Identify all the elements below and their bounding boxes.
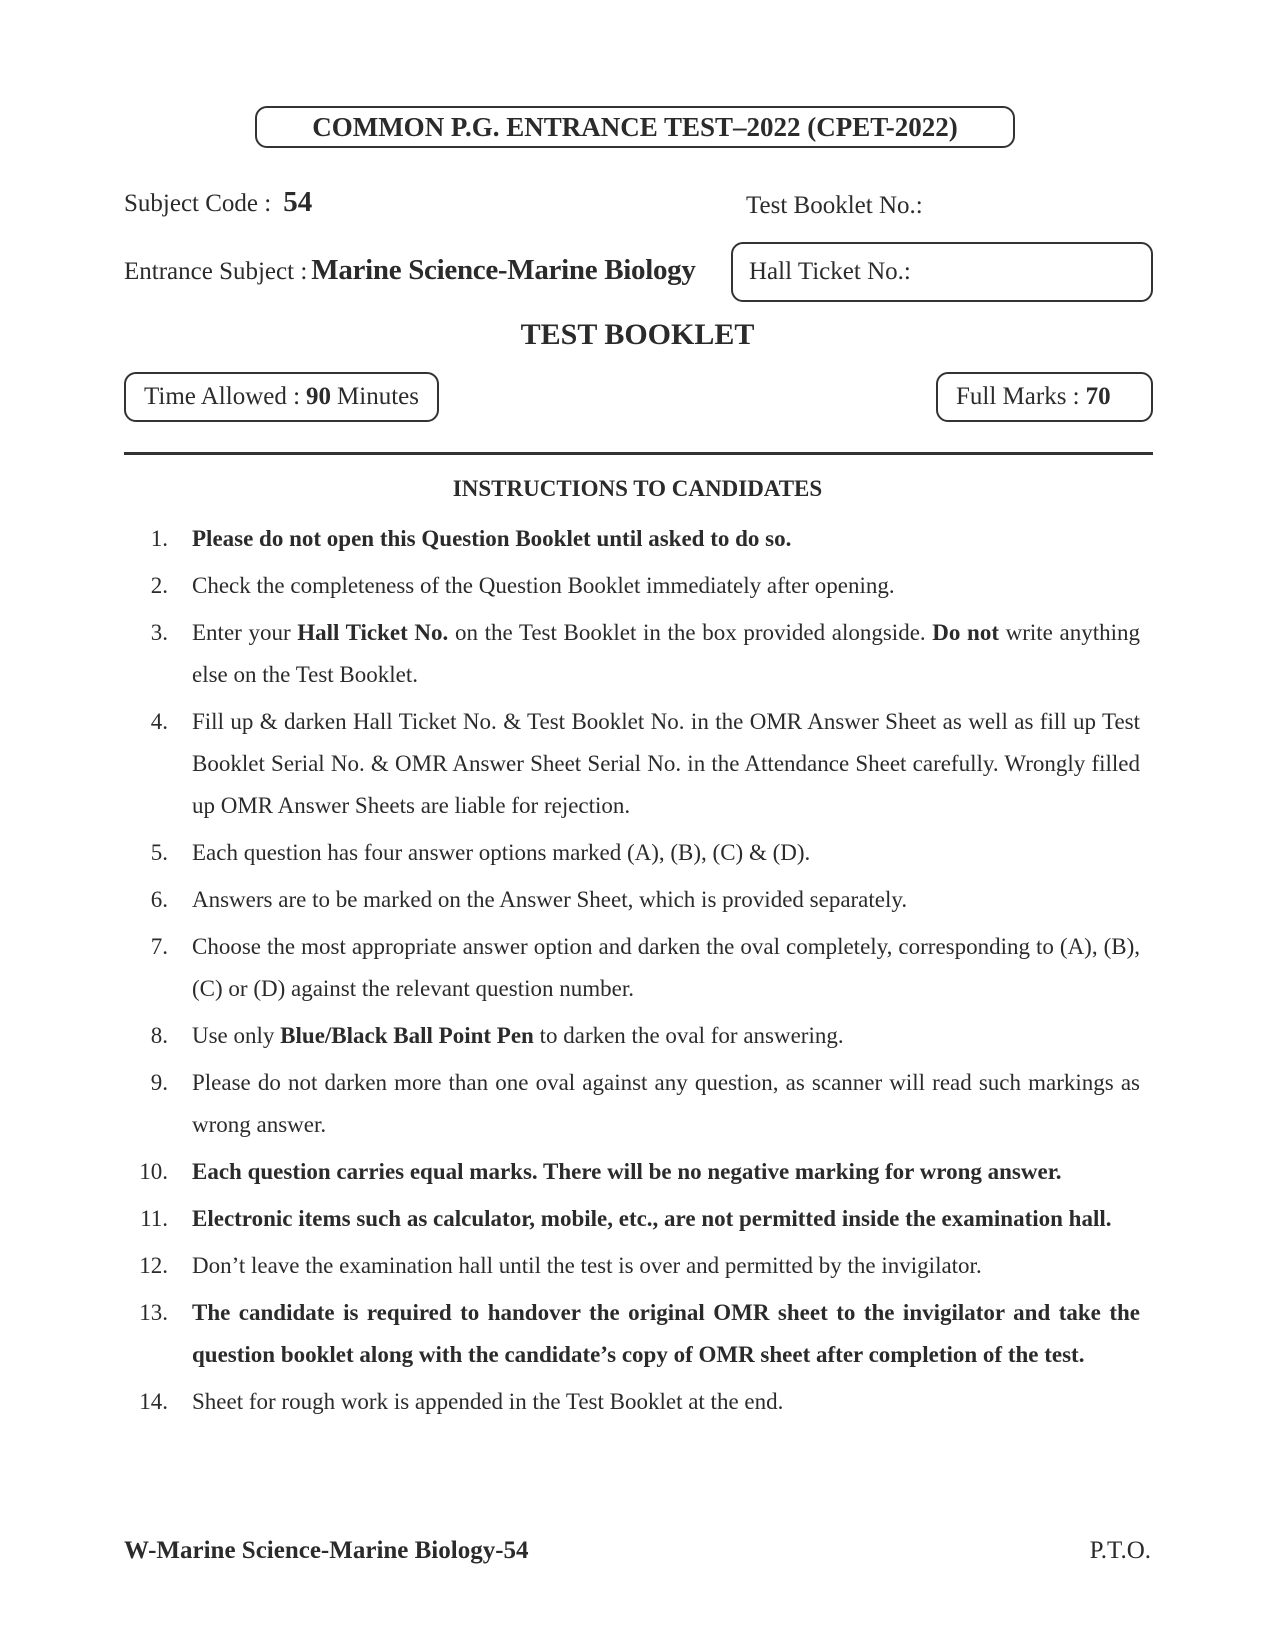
- instruction-text: [192, 1245, 1140, 1287]
- instruction-text: [192, 612, 1140, 696]
- instruction-text-segment: Use only: [192, 1023, 281, 1048]
- entrance-subject-row: [124, 254, 696, 287]
- time-unit: Minutes: [337, 383, 419, 410]
- instruction-text: [192, 879, 1140, 921]
- instruction-number: 4.: [150, 709, 168, 734]
- time-value: 90: [306, 383, 332, 410]
- instruction-number: 2.: [150, 573, 168, 598]
- subject-code-row: [124, 186, 312, 219]
- instruction-text: [192, 565, 1140, 607]
- instruction-item: [124, 879, 1140, 921]
- instruction-bold-text: Each question carries equal marks. There will be no negative marking for wrong answer.: [192, 1159, 1062, 1184]
- instruction-text-segment: write anything else on the Test Booklet.: [192, 620, 1141, 687]
- instruction-number: 1.: [150, 526, 168, 551]
- instruction-number: 9.: [150, 1070, 168, 1095]
- instruction-number: 5.: [150, 840, 168, 865]
- instruction-item: [124, 1015, 1140, 1057]
- instruction-number: 10.: [139, 1159, 168, 1184]
- instruction-text: [192, 518, 1140, 560]
- instruction-text-segment: Sheet for rough work is appended in the Test Booklet at the end.: [192, 1389, 784, 1414]
- divider: [124, 452, 1153, 455]
- instruction-number: 8.: [150, 1023, 168, 1048]
- instruction-text-segment: Check the completeness of the Question Booklet immediately after opening.: [192, 573, 895, 598]
- instruction-item: [124, 1381, 1140, 1423]
- instruction-item: [124, 518, 1140, 560]
- instruction-text-segment: Answers are to be marked on the Answer Sheet, which is provided separately.: [192, 887, 908, 912]
- instruction-number: 11.: [140, 1206, 168, 1231]
- instructions-heading: INSTRUCTIONS TO CANDIDATES: [452, 476, 823, 501]
- entrance-subject-label: Entrance Subject :: [124, 258, 308, 285]
- instruction-item: [124, 1292, 1140, 1376]
- instruction-text-segment: Don’t leave the examination hall until the test is over and permitted by the invigilator.: [192, 1253, 982, 1278]
- instruction-text: [192, 1015, 1140, 1057]
- instruction-text-segment: Each question has four answer options marked (A), (B), (C) & (D).: [192, 840, 811, 865]
- instruction-bold-text: Please do not open this Question Booklet until asked to do so.: [192, 526, 792, 551]
- instruction-text-segment: Choose the most appropriate answer option and darken the oval completely, corresponding to (A), (B), (C) or (D) against the relevant question number.: [192, 934, 1140, 1001]
- instruction-text-segment: Please do not darken more than one oval against any question, as scanner will read such markings as wrong answer.: [192, 1070, 1140, 1137]
- instruction-number: 6.: [150, 887, 168, 912]
- instruction-item: [124, 1151, 1140, 1193]
- hall-ticket-label: Hall Ticket No.:: [749, 258, 911, 285]
- hall-ticket-box[interactable]: [731, 242, 1153, 302]
- instruction-item: [124, 1198, 1140, 1240]
- instruction-text: [192, 1198, 1140, 1240]
- marks-value: 70: [1085, 383, 1111, 410]
- test-booklet-no-label: Test Booklet No.:: [746, 192, 923, 219]
- instruction-text-segment: to darken the oval for answering.: [533, 1023, 844, 1048]
- instruction-item: [124, 612, 1140, 696]
- instruction-item: [124, 701, 1140, 827]
- instruction-text: [192, 701, 1140, 827]
- instruction-bold-text: Do not: [932, 620, 999, 645]
- instruction-item: [124, 926, 1140, 1010]
- instructions-list: [124, 518, 1140, 1428]
- instruction-text: [192, 1292, 1140, 1376]
- instruction-text-segment: Fill up & darken Hall Ticket No. & Test Booklet No. in the OMR Answer Sheet as well as fill up Test Booklet Serial No. & OMR Answer Sheet Serial No. in the Attendance Sheet carefully. Wrongly filled up OMR Answer Sheets are liable for rejection.: [192, 709, 1140, 818]
- instruction-number: 7.: [150, 934, 168, 959]
- subject-code-value: 54: [283, 186, 313, 218]
- instruction-item: [124, 1062, 1140, 1146]
- subject-code-label: Subject Code :: [124, 190, 272, 217]
- instruction-text: [192, 832, 1140, 874]
- instruction-bold-text: The candidate is required to handover the original OMR sheet to the invigilator and take the question booklet along with the candidate’s copy of OMR sheet after completion of the test.: [192, 1300, 1140, 1367]
- marks-label: Full Marks :: [956, 383, 1080, 410]
- instruction-number: 12.: [139, 1253, 168, 1278]
- booklet-heading: TEST BOOKLET: [520, 318, 755, 351]
- time-allowed-box: [124, 372, 439, 422]
- instruction-bold-text: Hall Ticket No.: [297, 620, 449, 645]
- instruction-number: 3.: [150, 620, 168, 645]
- time-label: Time Allowed :: [144, 383, 301, 410]
- instruction-text: [192, 1062, 1140, 1146]
- full-marks-box: [936, 372, 1153, 422]
- entrance-subject-value: Marine Science-Marine Biology: [311, 254, 696, 286]
- instruction-item: [124, 565, 1140, 607]
- instruction-text: [192, 926, 1140, 1010]
- footer-pto: P.T.O.: [1089, 1537, 1151, 1564]
- instruction-bold-text: Electronic items such as calculator, mobile, etc., are not permitted inside the examination hall.: [192, 1206, 1112, 1231]
- footer-code: W-Marine Science-Marine Biology-54: [124, 1537, 529, 1564]
- instruction-text-segment: Enter your: [192, 620, 298, 645]
- instruction-number: 13.: [139, 1300, 168, 1325]
- instruction-text-segment: on the Test Booklet in the box provided alongside.: [448, 620, 933, 645]
- instruction-bold-text: Blue/Black Ball Point Pen: [280, 1023, 534, 1048]
- exam-title: COMMON P.G. ENTRANCE TEST–2022 (CPET-2022): [255, 106, 1015, 148]
- instruction-item: [124, 832, 1140, 874]
- instruction-text: [192, 1151, 1140, 1193]
- instruction-item: [124, 1245, 1140, 1287]
- instruction-text: [192, 1381, 1140, 1423]
- instruction-number: 14.: [139, 1389, 168, 1414]
